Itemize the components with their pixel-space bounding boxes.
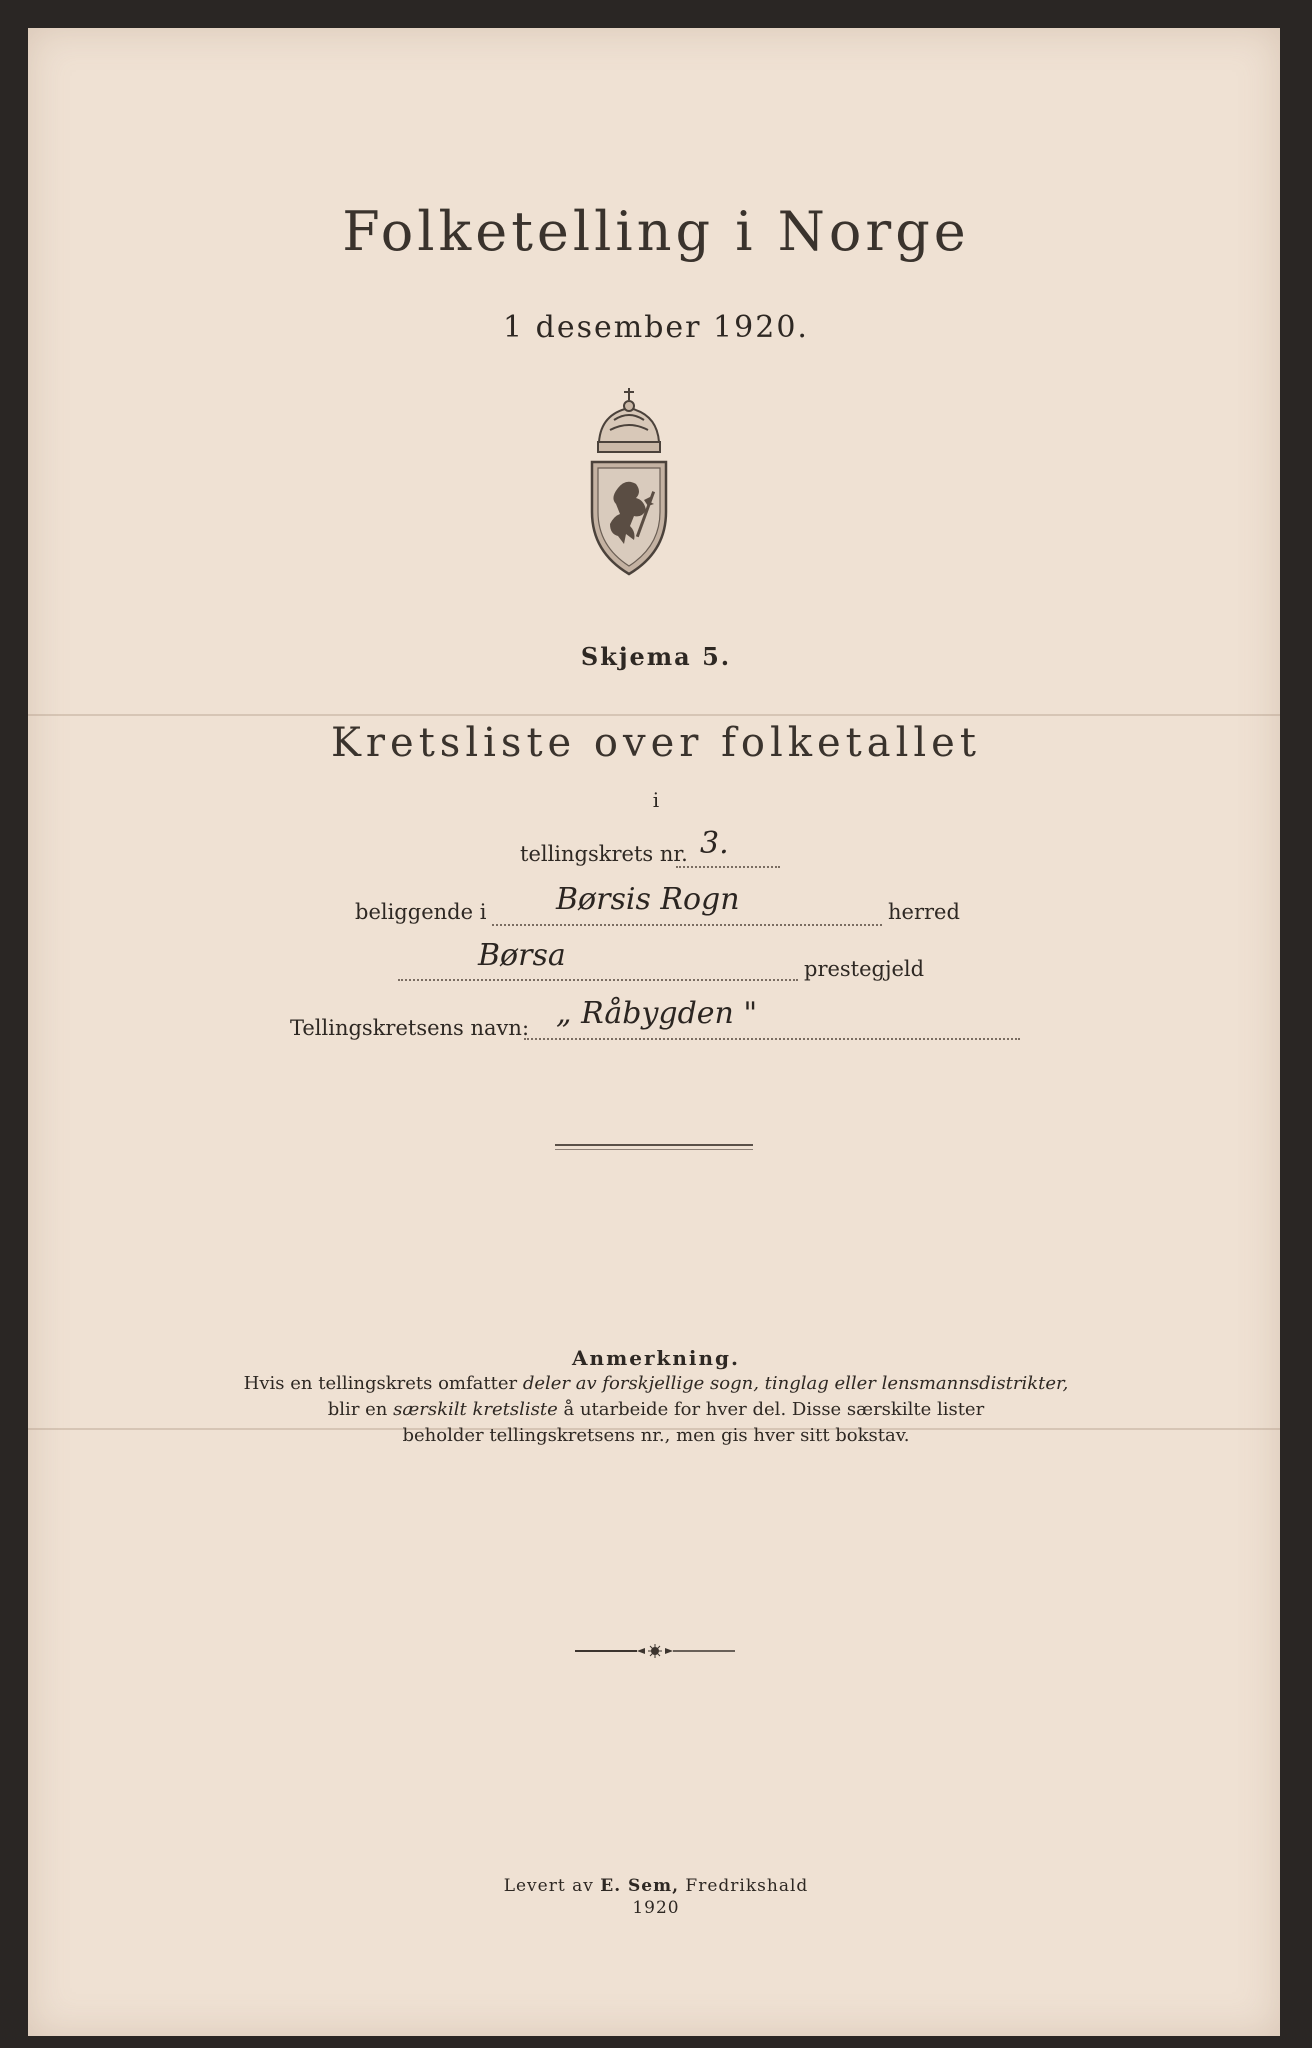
divider-rule: [555, 1149, 753, 1150]
note-line: [0, 1398, 1312, 1422]
connector-word: i: [652, 788, 660, 812]
note-text: å utarbeide for hver del. Disse særskilte lister: [557, 1399, 985, 1420]
schema-number: Skjema 5.: [580, 642, 732, 671]
prestegjeld-field[interactable]: [398, 947, 798, 981]
printer-credit: [0, 1876, 1312, 1896]
prestegjeld-value: Børsa: [478, 938, 566, 973]
kretsnavn-label: Tellingskretsens navn:: [290, 1016, 530, 1040]
tellingskrets-value: 3.: [700, 826, 729, 861]
note-emphasis: særskilt kretsliste: [393, 1399, 558, 1420]
page-title: Folketelling i Norge: [342, 200, 970, 263]
printer-name: E. Sem,: [600, 1876, 680, 1896]
printer-text: Levert av: [503, 1876, 601, 1896]
ornament-divider-icon: [575, 1644, 735, 1658]
herred-label: herred: [888, 900, 960, 924]
form-heading: Kretsliste over folketallet: [331, 720, 981, 766]
note-text: blir en: [327, 1399, 394, 1420]
divider-rule: [555, 1144, 753, 1146]
tellingskrets-label: tellingskrets nr.: [520, 842, 688, 866]
note-line: beholder tellingskretsens nr., men gis hver sitt bokstav.: [402, 1425, 910, 1446]
kretsnavn-value: „ Råbygden ": [556, 996, 758, 1031]
beliggende-label: beliggende i: [355, 900, 487, 924]
prestegjeld-label: prestegjeld: [804, 957, 925, 981]
note-line: [0, 1372, 1312, 1396]
note-text: Hvis en tellingskrets omfatter: [243, 1373, 523, 1394]
printer-year: 1920: [632, 1898, 680, 1918]
note-heading: Anmerkning.: [572, 1346, 740, 1370]
printer-city: Fredrikshald: [679, 1876, 809, 1896]
herred-value: Børsis Rogn: [556, 882, 740, 917]
norwegian-coat-of-arms-icon: [574, 380, 684, 580]
census-date: 1 desember 1920.: [503, 310, 809, 345]
note-emphasis: deler av forskjellige sogn, tinglag eller lensmannsdistrikter,: [522, 1373, 1069, 1394]
fold-line: [28, 714, 1280, 716]
